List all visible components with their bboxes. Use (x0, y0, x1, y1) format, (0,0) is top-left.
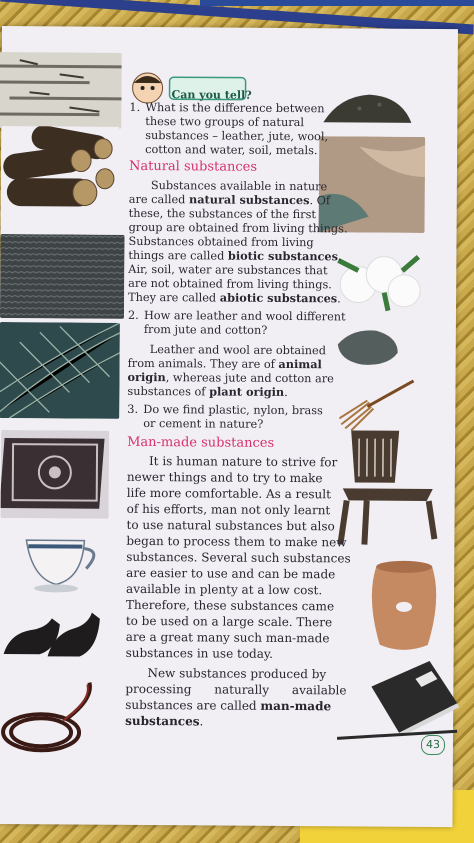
text-line: things are called biotic substances. (128, 248, 342, 264)
wool-icon (0, 234, 125, 319)
soil-icon (319, 86, 415, 133)
text-line: are easier to use and can be made (126, 565, 336, 582)
cotton-icon (328, 240, 425, 321)
text-line: from animals. They are of animal (127, 356, 322, 372)
natural-substances-heading: Natural substances (128, 158, 258, 175)
question-line: or cement in nature? (143, 416, 264, 431)
text-line: substances. Several such substances (126, 549, 351, 566)
question-line: cotton and water, soil, metals. (145, 143, 318, 158)
text-line: newer things and to try to make (126, 469, 323, 486)
text-line: Leather and wool are obtained (149, 343, 327, 358)
text-line: substances of plant origin. (127, 384, 288, 400)
text-line: New substances produced by (147, 666, 327, 682)
rope-icon (0, 678, 101, 761)
cup-icon (20, 534, 104, 595)
text-line: origin, whereas jute and cotton are (127, 369, 334, 386)
rock-icon (319, 136, 426, 233)
text-line: to be used on a large scale. There (125, 613, 333, 630)
question-line: from jute and cotton? (143, 322, 268, 337)
question-number: 3. (127, 402, 139, 416)
chair-icon (336, 428, 441, 549)
text-line: It is human nature to strive for (148, 454, 338, 470)
text-line: Air, soil, water are substances that (128, 262, 328, 278)
question-number: 2. (127, 308, 139, 322)
text-line: are a great many such man-made (125, 629, 330, 646)
text-line: available in plenty at a low cost. (126, 581, 323, 598)
text-line: Therefore, these substances came (125, 597, 335, 614)
question-number: 1. (129, 100, 141, 114)
shoes-icon (0, 604, 104, 665)
question-line: Do we find plastic, nylon, brass (143, 402, 323, 418)
text-line: are called natural substances. Of (128, 192, 331, 208)
text-line: substances in use today. (125, 645, 273, 661)
logs-icon (1, 126, 120, 219)
question-line: these two groups of natural (145, 115, 305, 130)
clay-pot-icon (366, 559, 443, 656)
notebook-icon (367, 657, 460, 738)
jute-icon (0, 322, 120, 419)
carpet-icon (1, 430, 110, 519)
text-line: processing naturally available (125, 681, 347, 698)
textbook-page (0, 26, 458, 827)
question-line: How are leather and wool different (143, 308, 346, 324)
text-line: Substances obtained from living (128, 234, 314, 250)
text-line: began to process them to make new (126, 533, 347, 550)
text-line: of his efforts, man not only learnt (126, 501, 331, 518)
text-line: Substances available in nature (150, 179, 328, 194)
text-line: They are called abiotic substances. (128, 290, 341, 306)
question-line: What is the difference between (145, 101, 325, 116)
text-line: substances are called man-made (125, 697, 332, 714)
text-line: these, the substances of the first (128, 206, 316, 222)
text-line: substances. (125, 713, 204, 729)
broom-icon (339, 378, 415, 431)
can-you-tell-label: Can you tell? (171, 88, 252, 102)
text-line: are not obtained from living things. (128, 276, 332, 292)
stone-icon (332, 324, 404, 371)
text-line: to use natural substances but also (126, 517, 335, 534)
man-made-substances-heading: Man-made substances (127, 434, 275, 451)
birch-bark-icon (0, 52, 122, 129)
page-number: 43 (421, 735, 445, 755)
mat-blue-stripe (200, 0, 474, 6)
text-line: life more comfortable. As a result (126, 485, 332, 502)
text-line: group are obtained from living things. (128, 220, 348, 236)
question-line: substances – leather, jute, wool, (145, 129, 329, 144)
